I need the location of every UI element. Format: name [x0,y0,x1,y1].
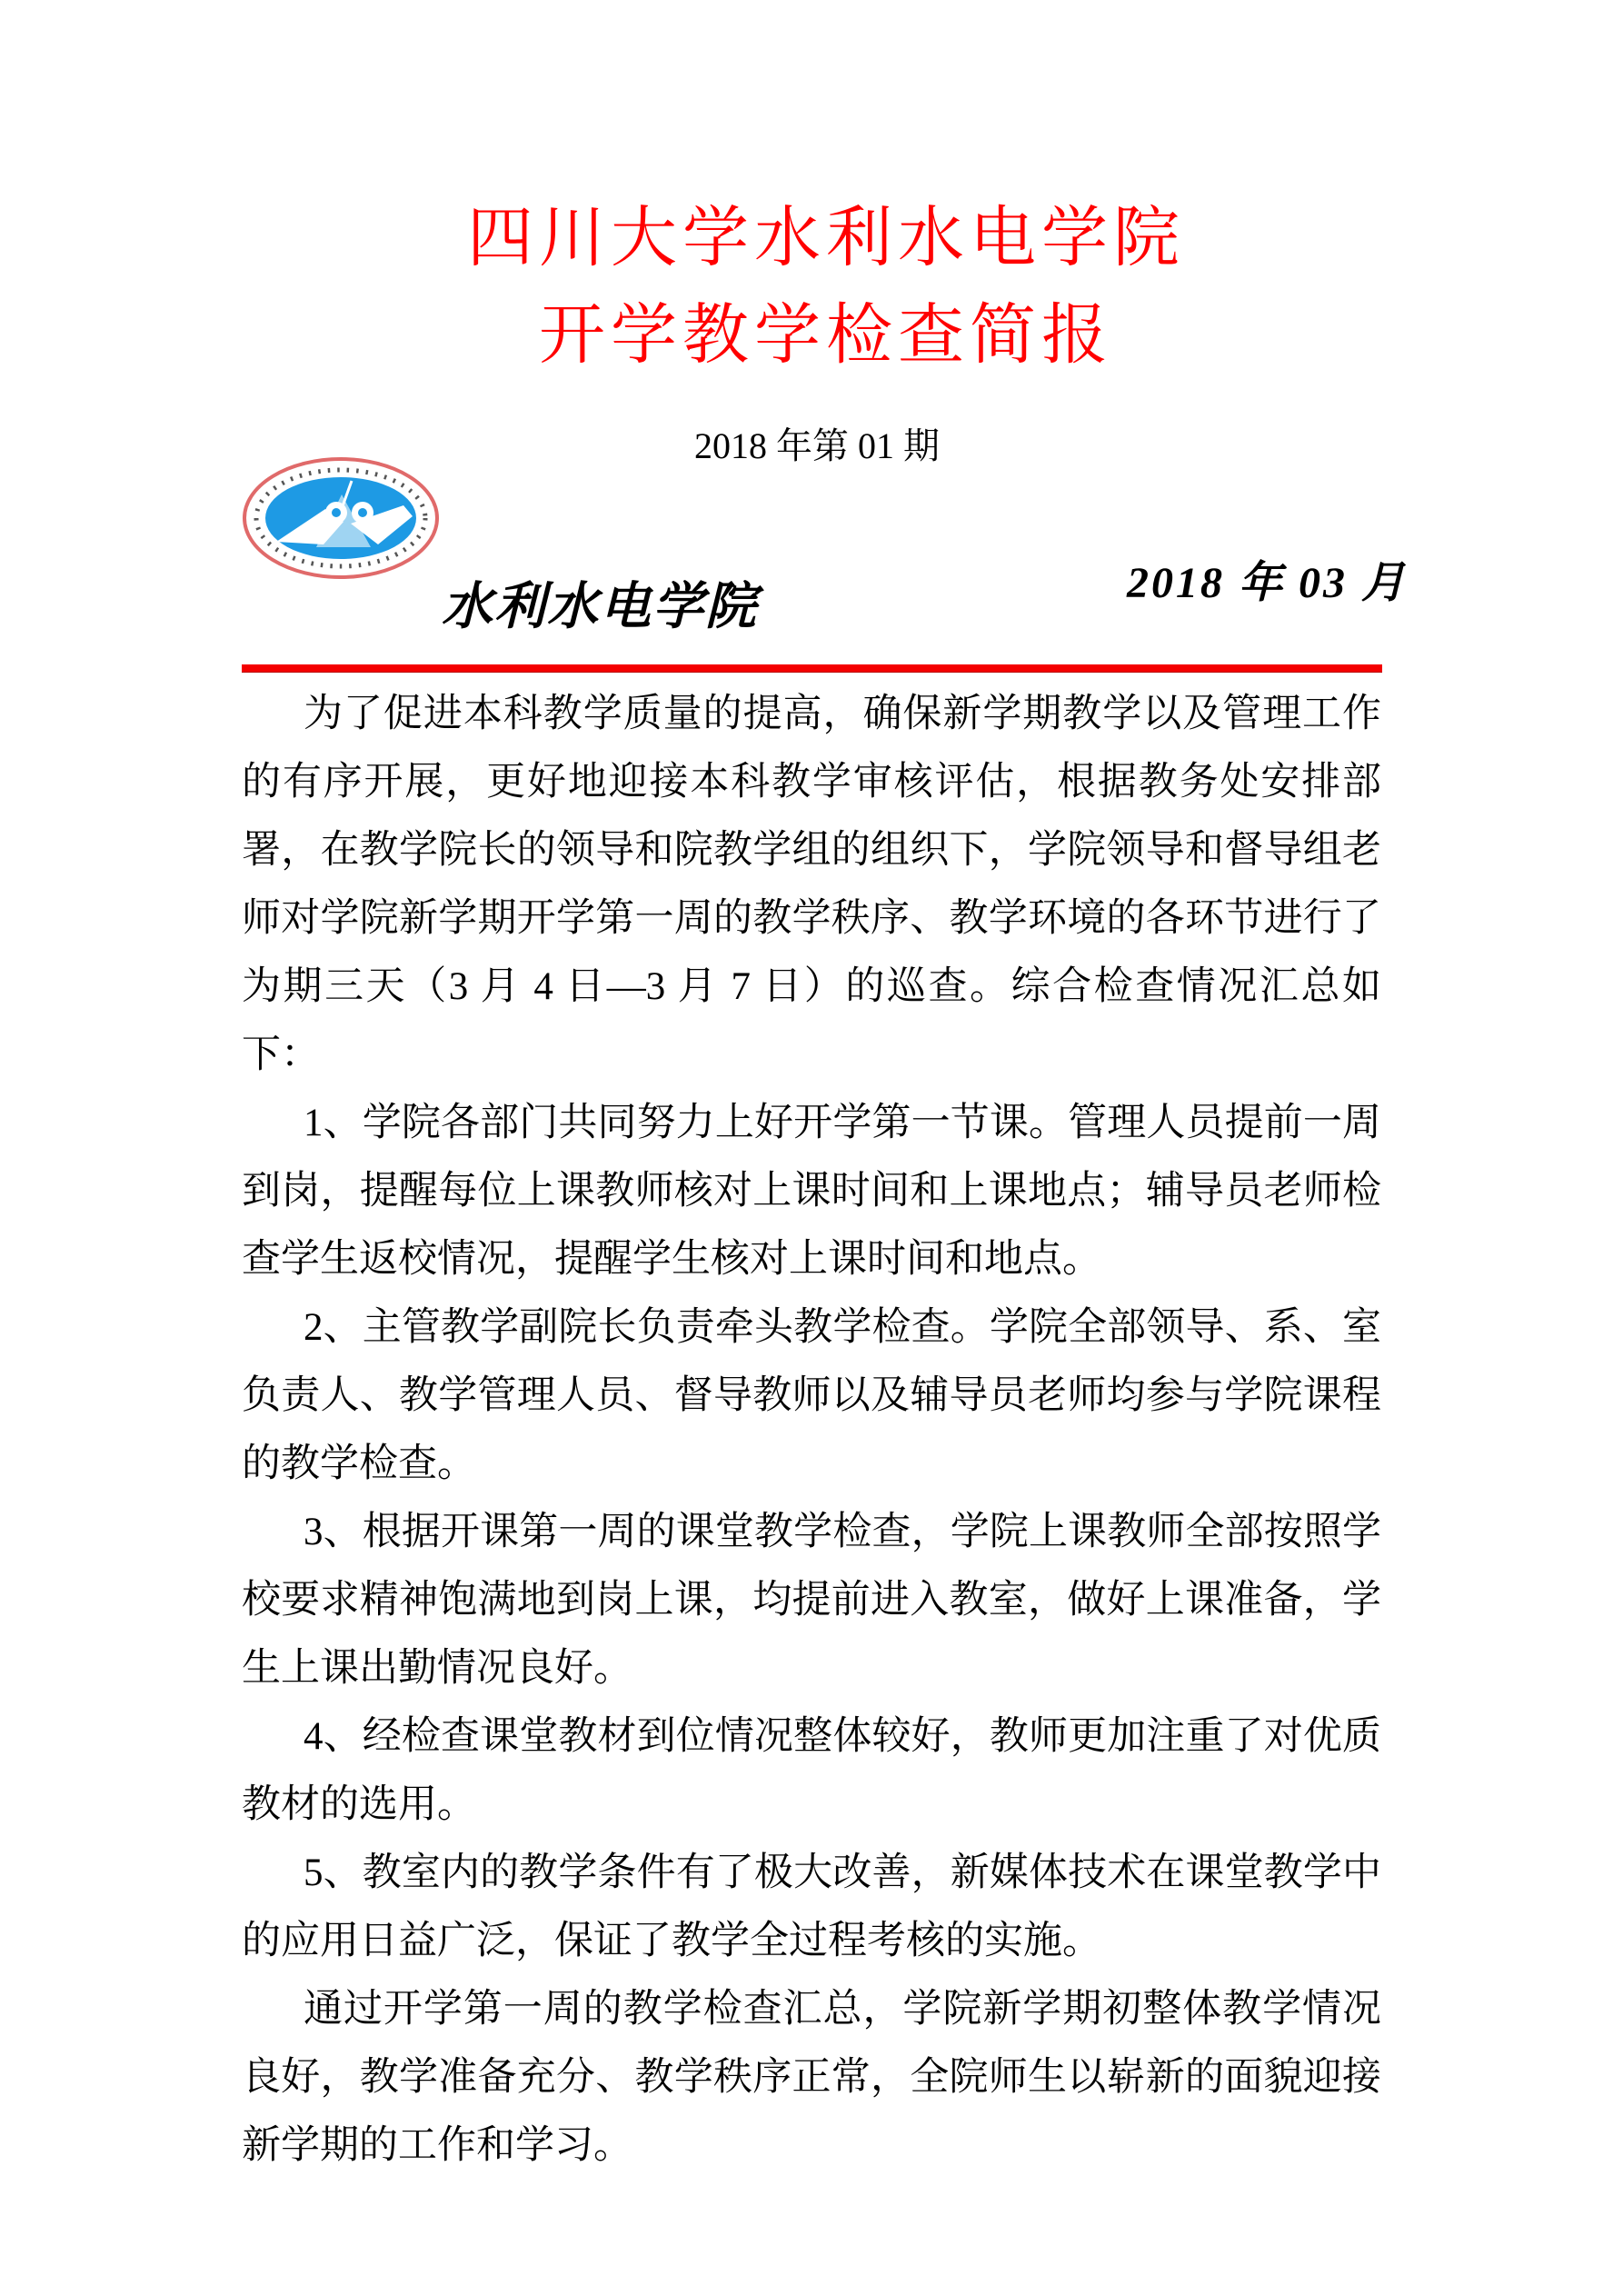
document-title-line2: 开学教学检查简报 [539,298,1113,372]
publication-date: 2018 年 03 月 [1127,559,1409,607]
document-body [242,680,1381,2180]
body-paragraph: 5、教室内的教学条件有了极大改善，新媒体技术在课堂教学中的应用日益广泛，保证了教学全过程考核的实施。 [242,1852,1381,1962]
body-paragraph: 1、学院各部门共同努力上好开学第一节课。管理人员提前一周到岗，提醒每位上课教师核对上课时间和上课地点；辅导员老师检查学生返校情况，提醒学生核对上课时间和地点。 [242,1102,1381,1281]
body-paragraph: 为了促进本科教学质量的提高，确保新学期教学以及管理工作的有序开展，更好地迎接本科教学审核评估，根据教务处安排部署，在教学院长的领导和院教学组的组织下，学院领导和督导组老师对学院新学期开学第一周的教学秩序、教学环境的各环节进行了为期三天（3 月 4 日—3 月 7 日）的巡查。综合检查情况汇总如下： [242,693,1381,1076]
document-title [15,189,1623,384]
header-divider-rule [242,664,1382,673]
body-paragraph: 4、经检查课堂教材到位情况整体较好，教师更加注重了对优质教材的选用。 [242,1715,1381,1826]
college-emblem-icon [242,456,440,580]
college-emblem-logo [242,456,440,580]
body-paragraph: 2、主管教学副院长负责牵头教学检查。学院全部领导、系、室负责人、教学管理人员、督导教师以及辅导员老师均参与学院课程的教学检查。 [242,1306,1381,1485]
issue-number: 2018 年第 01 期 [694,425,940,466]
document-title-line1: 四川大学水利水电学院 [467,201,1185,275]
body-paragraph: 通过开学第一周的教学检查汇总，学院新学期初整体教学情况良好，教学准备充分、教学秩序正常，全院师生以崭新的面貌迎接新学期的工作和学习。 [242,1988,1381,2167]
college-name-script: 水利水电学院 [442,579,758,635]
body-paragraph: 3、根据开课第一周的课堂教学检查，学院上课教师全部按照学校要求精神饱满地到岗上课，均提前进入教室，做好上课准备，学生上课出勤情况良好。 [242,1511,1381,1690]
